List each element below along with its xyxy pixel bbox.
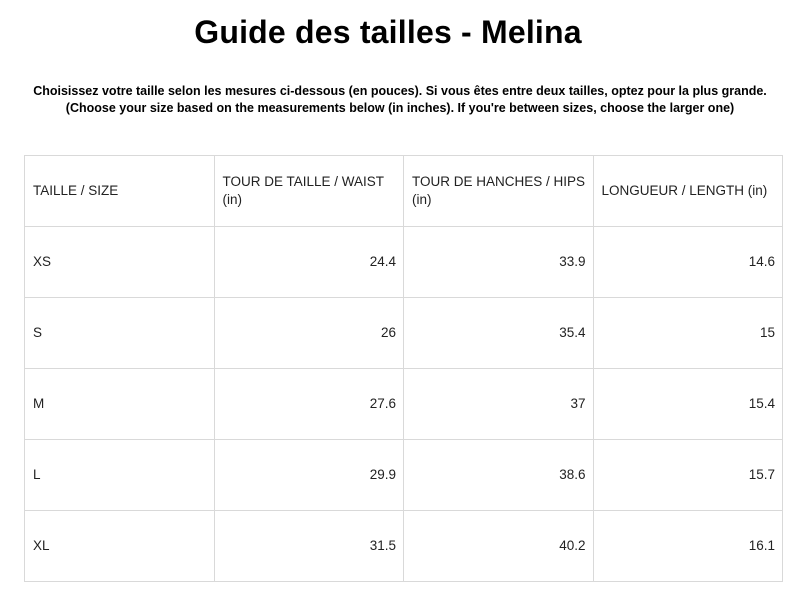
- table-row: [25, 511, 783, 582]
- column-header-length: LONGUEUR / LENGTH (in): [593, 156, 783, 227]
- length-cell: 14.6: [593, 227, 783, 298]
- hips-cell: 37: [404, 369, 594, 440]
- table-row: [25, 440, 783, 511]
- table-header-row: [25, 156, 783, 227]
- length-cell: 15.7: [593, 440, 783, 511]
- waist-cell: 27.6: [214, 369, 404, 440]
- column-header-size: TAILLE / SIZE: [25, 156, 215, 227]
- intro-line-en: (Choose your size based on the measurements below (in inches). If you're between sizes, choose the larger one): [65, 101, 735, 115]
- hips-cell: 33.9: [404, 227, 594, 298]
- intro-line-fr: Choisissez votre taille selon les mesures ci-dessous (en pouces). Si vous êtes entre deux tailles, optez pour la plus grande.: [33, 84, 767, 98]
- column-header-hips: TOUR DE HANCHES / HIPS (in): [404, 156, 594, 227]
- waist-cell: 31.5: [214, 511, 404, 582]
- table-row: [25, 369, 783, 440]
- waist-cell: 26: [214, 298, 404, 369]
- waist-cell: 29.9: [214, 440, 404, 511]
- size-cell: S: [25, 298, 215, 369]
- waist-cell: 24.4: [214, 227, 404, 298]
- table-row: [25, 227, 783, 298]
- length-cell: 15: [593, 298, 783, 369]
- length-cell: 15.4: [593, 369, 783, 440]
- size-cell: M: [25, 369, 215, 440]
- table-row: [25, 298, 783, 369]
- size-cell: XL: [25, 511, 215, 582]
- column-header-waist: TOUR DE TAILLE / WAIST (in): [214, 156, 404, 227]
- size-cell: L: [25, 440, 215, 511]
- hips-cell: 40.2: [404, 511, 594, 582]
- page-title: Guide des tailles - Melina: [194, 14, 582, 50]
- size-cell: XS: [25, 227, 215, 298]
- intro-text: [0, 83, 800, 117]
- hips-cell: 38.6: [404, 440, 594, 511]
- hips-cell: 35.4: [404, 298, 594, 369]
- size-chart-table: [24, 155, 783, 582]
- length-cell: 16.1: [593, 511, 783, 582]
